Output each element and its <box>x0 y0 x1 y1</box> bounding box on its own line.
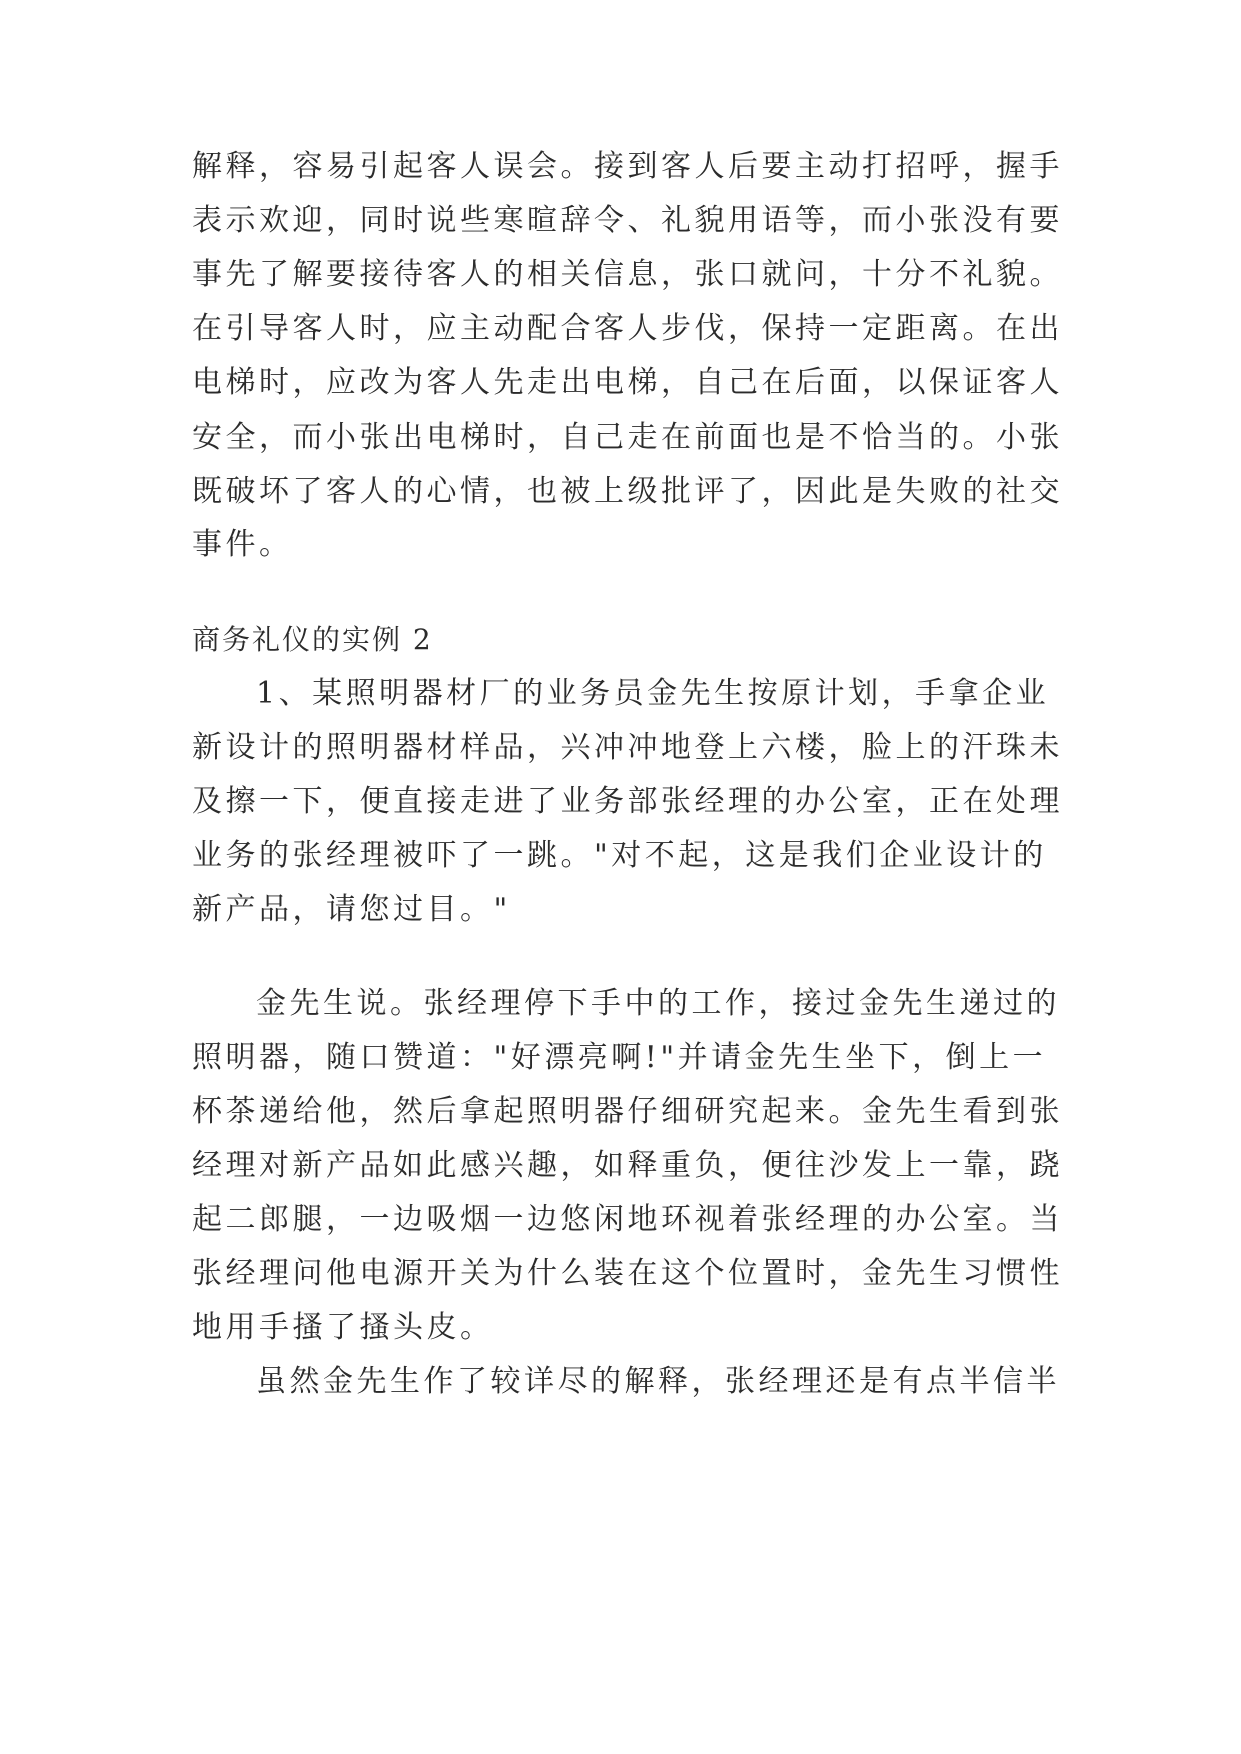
paragraph-4-line-1: 虽然金先生作了较详尽的解释，张经理还是有点半信半 <box>256 1364 1060 1399</box>
paragraph-2-line-1: 1、某照明器材厂的业务员金先生按原计划，手拿企业 <box>256 676 1050 711</box>
paragraph-3-line-2: 照明器，随口赞道："好漂亮啊!"并请金先生坐下，倒上一 <box>192 1040 1047 1075</box>
paragraph-3-line-5: 起二郎腿，一边吸烟一边悠闲地环视着张经理的办公室。当 <box>192 1202 1063 1237</box>
paragraph-2-line-5: 新产品，请您过目。" <box>192 892 511 927</box>
paragraph-1-line-2: 表示欢迎，同时说些寒暄辞令、礼貌用语等，而小张没有要 <box>192 203 1063 238</box>
paragraph-1-line-7: 既破坏了客人的心情，也被上级批评了，因此是失败的社交 <box>192 474 1063 509</box>
paragraph-3-line-7: 地用手搔了搔头皮。 <box>192 1310 494 1345</box>
paragraph-3-line-4: 经理对新产品如此感兴趣，如释重负，便往沙发上一靠，跷 <box>192 1148 1063 1183</box>
paragraph-3-line-1: 金先生说。张经理停下手中的工作，接过金先生递过的 <box>256 986 1060 1021</box>
paragraph-1-line-3: 事先了解要接待客人的相关信息，张口就问，十分不礼貌。 <box>192 257 1063 292</box>
paragraph-2-line-2: 新设计的照明器材样品，兴冲冲地登上六楼，脸上的汗珠未 <box>192 730 1063 765</box>
paragraph-1-line-5: 电梯时，应改为客人先走出电梯，自己在后面，以保证客人 <box>192 365 1063 400</box>
paragraph-1-line-4: 在引导客人时，应主动配合客人步伐，保持一定距离。在出 <box>192 311 1063 346</box>
paragraph-1-line-6: 安全，而小张出电梯时，自己走在前面也是不恰当的。小张 <box>192 420 1063 455</box>
paragraph-3-line-6: 张经理问他电源开关为什么装在这个位置时，金先生习惯性 <box>192 1256 1063 1291</box>
paragraph-1-line-1: 解释，容易引起客人误会。接到客人后要主动打招呼，握手 <box>192 149 1063 184</box>
paragraph-2-line-4: 业务的张经理被吓了一跳。"对不起，这是我们企业设计的 <box>192 838 1047 873</box>
section-heading: 商务礼仪的实例 2 <box>192 623 433 656</box>
paragraph-2-line-3: 及擦一下，便直接走进了业务部张经理的办公室，正在处理 <box>192 784 1063 819</box>
paragraph-3-line-3: 杯茶递给他，然后拿起照明器仔细研究起来。金先生看到张 <box>192 1094 1063 1129</box>
paragraph-1-line-8: 事件。 <box>192 527 293 562</box>
